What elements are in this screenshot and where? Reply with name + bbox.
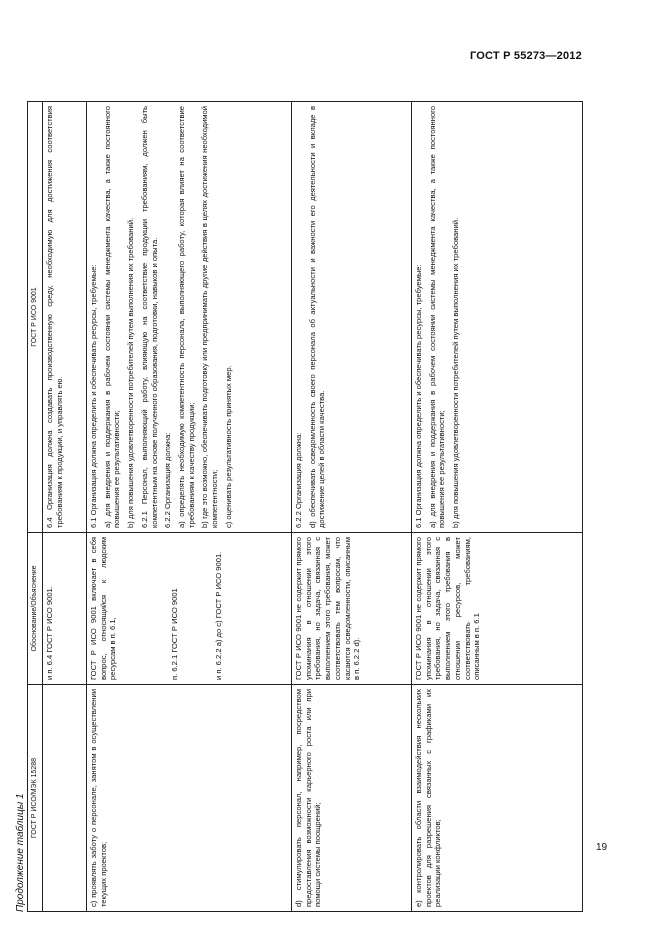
cell-9001 [412, 102, 583, 533]
clause-item: d) обеспечивать осведомленность своего персонала об актуальности и важности его деятельности и вкладе в достижение целей в области качества. [307, 106, 327, 528]
clause-item: a) определять необходимую компетентность персонала, выполняющего работу, которая влияет на соответствие требованиям к качеству продукции; [177, 106, 196, 528]
cell-justification: ГОСТ Р ИСО 9001 не содержит прямого упоминания в отношении этого требования, но задача, связанная с выполнением этого требования, может соответствовать тем вопросам, что касаются осведомленности, описанным в п. 6.2.2 d). [292, 533, 412, 685]
cell-justification: и п. 6.4 ГОСТ Р ИСО 9001. [43, 533, 87, 685]
cell-9001: 6.4 Организация должна создавать производственную среду, необходимую для достижения соответствия требованиям к продукции, и управлять ею. [43, 102, 87, 533]
clause-item: a) для внедрения и поддержания в рабочем состоянии системы менеджмента качества, а также постоянного повышения ее результативности; [102, 106, 122, 528]
clause-text: 6.2.2 Организация должна: [163, 432, 173, 528]
clause-text: 6.2.1 Персонал, выполняющий работу, влияющую на соответствие продукции требованиям, должен быть компетентным на основе полученного образования, подготовки, навыков и опыта. [139, 106, 159, 528]
table-header-row [28, 102, 43, 912]
column-header-iso-iec-15288: ГОСТ Р ИСО/МЭК 15288 [28, 685, 43, 912]
cell-justification [87, 533, 292, 685]
page-number: 19 [596, 842, 608, 853]
clause-text: 6.1 Организация должна определить и обеспечивать ресурсы, требуемые: [414, 264, 423, 528]
cell-9001 [87, 102, 292, 533]
cell-15288: d) стимулировать персонал, например, посредством предоставления возможности карьерного роста или при помощи системы поощрений; [292, 685, 412, 912]
cell-15288 [43, 685, 87, 912]
cell-15288: e) контролировать области взаимодействия нескольких проектов для разрешения связанных с графиками их реализации конфликтов; [412, 685, 583, 912]
table-row [43, 102, 87, 912]
cell-9001 [292, 102, 412, 533]
justification-text: п. 6.2.1 ГОСТ Р ИСО 9001 [170, 588, 180, 680]
column-header-iso-9001: ГОСТ Р ИСО 9001 [28, 102, 43, 533]
clause-item: b) для повышения удовлетворенности потребителей путем выполнения их требований. [451, 217, 461, 528]
table-caption: Продолжение таблицы 1 [15, 793, 26, 912]
document-id: ГОСТ Р 55273—2012 [470, 50, 582, 62]
justification-text: и п. 6.2.2 а) до с) ГОСТ Р ИСО 9001. [213, 551, 223, 680]
cell-15288: c) проявлять заботу о персонале, занятом в осуществлении текущих проектов; [87, 685, 292, 912]
clause-item: b) для повышения удовлетворенности потребителей путем выполнения их требований. [126, 217, 136, 528]
rotated-page-body [15, 90, 585, 930]
comparison-table [27, 101, 583, 912]
clause-item: b) где это возможно, обеспечивать подготовку или предпринимать другие действия в целях достижения необходимой компетентности; [200, 106, 220, 528]
clause-item: c) оценивать результативность принятых мер. [223, 365, 233, 528]
justification-text: ГОСТ Р ИСО 9001 включает в себя вопрос, относящийся к людским ресурсам в п. 6.1, [89, 537, 118, 680]
column-header-justification: Обоснование/Объяснение [28, 533, 43, 685]
clause-text: 6.1 Организация должна определить и обеспечивать ресурсы, требуемые: [89, 264, 98, 528]
table-row [412, 102, 583, 912]
clause-text: 6.2.2 Организация должна: [294, 432, 303, 528]
clause-item: a) для внедрения и поддержания в рабочем состоянии системы менеджмента качества, а также постоянного повышения ее результативности; [427, 106, 447, 528]
table-row [292, 102, 412, 912]
table-row [87, 102, 292, 912]
cell-justification: ГОСТ Р ИСО 9001 не содержит прямого упоминания в отношении этого требования, но задача, связанная с выполнением этого требования в отношении ресурсов, может соответствовать требованиям, описанным в п. 6.1 [412, 533, 583, 685]
